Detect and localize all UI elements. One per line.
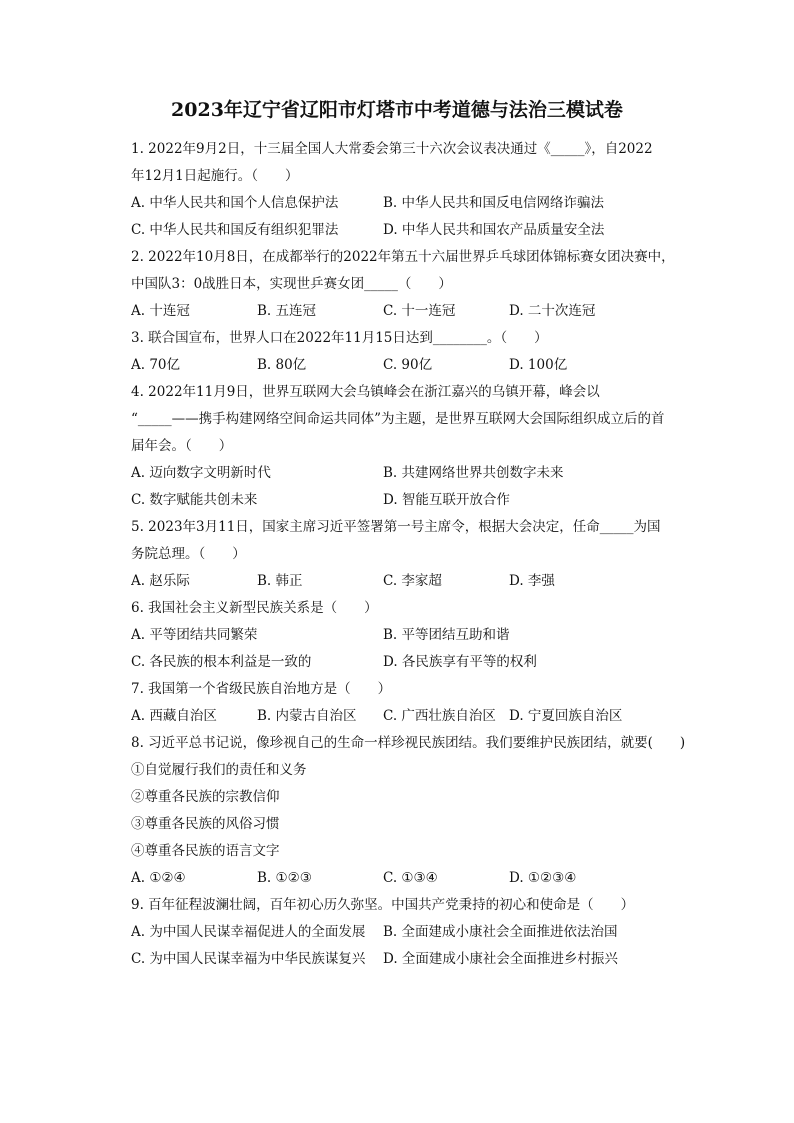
option-C[interactable]: C. 中华人民共和国反有组织犯罪法: [131, 222, 339, 238]
question-2: [131, 244, 711, 325]
option-C[interactable]: C. 90亿: [383, 357, 433, 373]
option-A[interactable]: A. 中华人民共和国个人信息保护法: [131, 195, 339, 211]
question-stem: 1. 2022年9月2日，十三届全国人大常委会第三十六次会议表决通过《_____》，自2022: [131, 141, 653, 157]
option-B[interactable]: B. 五连冠: [257, 303, 317, 319]
option-C[interactable]: C. 数字赋能共创未来: [131, 492, 258, 508]
option-D[interactable]: D. 全面建成小康社会全面推进乡村振兴: [383, 951, 618, 967]
question-stem: 7. 我国第一个省级民族自治地方是（ ）: [131, 681, 392, 697]
question-stem: 2. 2022年10月8日，在成都举行的2022年第五十六届世界乒乓球团体锦标赛女团决赛中，: [131, 249, 675, 265]
options-row: [131, 649, 711, 676]
question-line: 务院总理。（ ）: [131, 546, 246, 562]
question-5: [131, 514, 711, 595]
question-line: 中国队3：0战胜日本，实现世乒赛女团_____（ ）: [131, 276, 452, 292]
question-stem: 5. 2023年3月11日，国家主席习近平签署第一号主席令，根据大会决定，任命_____为国: [131, 519, 661, 535]
page-title: 2023年辽宁省辽阳市灯塔市中考道德与法治三模试卷: [171, 99, 623, 121]
option-D[interactable]: D. ①②③④: [509, 870, 577, 886]
option-B[interactable]: B. 全面建成小康社会全面推进依法治国: [383, 924, 618, 940]
option-B[interactable]: B. 韩正: [257, 573, 303, 589]
options-row: [131, 352, 711, 379]
option-B[interactable]: B. 平等团结互助和谐: [383, 627, 510, 643]
option-D[interactable]: D. 各民族享有平等的权利: [383, 654, 537, 670]
option-A[interactable]: A. 赵乐际: [131, 573, 190, 589]
question-4: [131, 379, 711, 514]
option-B[interactable]: B. ①②③: [257, 870, 312, 886]
option-D[interactable]: D. 100亿: [509, 357, 568, 373]
question-line: ②尊重各民族的宗教信仰: [131, 789, 280, 805]
option-A[interactable]: A. ①②④: [131, 870, 186, 886]
option-A[interactable]: A. 十连冠: [131, 303, 190, 319]
option-C[interactable]: C. 为中国人民谋幸福为中华民族谋复兴: [131, 951, 366, 967]
question-line: 届年会。（ ）: [131, 438, 233, 454]
options-row: [131, 865, 711, 892]
options-row: [131, 190, 711, 217]
question-line: ①自觉履行我们的责任和义务: [131, 762, 307, 778]
option-B[interactable]: B. 共建网络世界共创数字未来: [383, 465, 564, 481]
question-stem: 3. 联合国宣布，世界人口在2022年11月15日达到________。（ ）: [131, 330, 548, 346]
option-C[interactable]: C. 各民族的根本利益是一致的: [131, 654, 312, 670]
options-row: [131, 622, 711, 649]
question-stem: 6. 我国社会主义新型民族关系是（ ）: [131, 600, 378, 616]
question-list: [131, 136, 711, 973]
option-C[interactable]: C. 广西壮族自治区: [383, 708, 496, 724]
option-D[interactable]: D. 智能互联开放合作: [383, 492, 510, 508]
option-A[interactable]: A. 平等团结共同繁荣: [131, 627, 258, 643]
question-6: [131, 595, 711, 676]
option-B[interactable]: B. 中华人民共和国反电信网络诈骗法: [383, 195, 605, 211]
question-line: ③尊重各民族的风俗习惯: [131, 816, 280, 832]
option-B[interactable]: B. 内蒙古自治区: [257, 708, 357, 724]
question-3: [131, 325, 711, 379]
question-stem: 8. 习近平总书记说，像珍视自己的生命一样珍视民族团结。我们要维护民族团结，就要( ): [131, 735, 686, 751]
question-line: “_____——携手构建网络空间命运共同体”为主题，是世界互联网大会国际组织成立后的首: [131, 411, 665, 427]
question-1: [131, 136, 711, 244]
question-stem: 9. 百年征程波澜壮阔，百年初心历久弥坚。中国共产党秉持的初心和使命是（ ）: [131, 897, 635, 913]
option-C[interactable]: C. 十一连冠: [383, 303, 456, 319]
option-A[interactable]: A. 70亿: [131, 357, 181, 373]
option-D[interactable]: D. 宁夏回族自治区: [509, 708, 623, 724]
option-A[interactable]: A. 为中国人民谋幸福促进人的全面发展: [131, 924, 366, 940]
options-row: [131, 946, 711, 973]
option-B[interactable]: B. 80亿: [257, 357, 307, 373]
options-row: [131, 460, 711, 487]
option-D[interactable]: D. 二十次连冠: [509, 303, 596, 319]
question-9: [131, 892, 711, 973]
option-C[interactable]: C. ①③④: [383, 870, 438, 886]
option-D[interactable]: D. 中华人民共和国农产品质量安全法: [383, 222, 605, 238]
options-row: [131, 298, 711, 325]
options-row: [131, 568, 711, 595]
options-row: [131, 703, 711, 730]
question-stem: 4. 2022年11月9日，世界互联网大会乌镇峰会在浙江嘉兴的乌镇开幕，峰会以: [131, 384, 600, 400]
question-7: [131, 676, 711, 730]
options-row: [131, 217, 711, 244]
question-line: ④尊重各民族的语言文字: [131, 843, 280, 859]
question-line: 年12月1日起施行。（ ）: [131, 168, 299, 184]
option-A[interactable]: A. 迈向数字文明新时代: [131, 465, 271, 481]
option-D[interactable]: D. 李强: [509, 573, 555, 589]
options-row: [131, 487, 711, 514]
option-C[interactable]: C. 李家超: [383, 573, 442, 589]
question-8: [131, 730, 711, 892]
options-row: [131, 919, 711, 946]
option-A[interactable]: A. 西藏自治区: [131, 708, 217, 724]
